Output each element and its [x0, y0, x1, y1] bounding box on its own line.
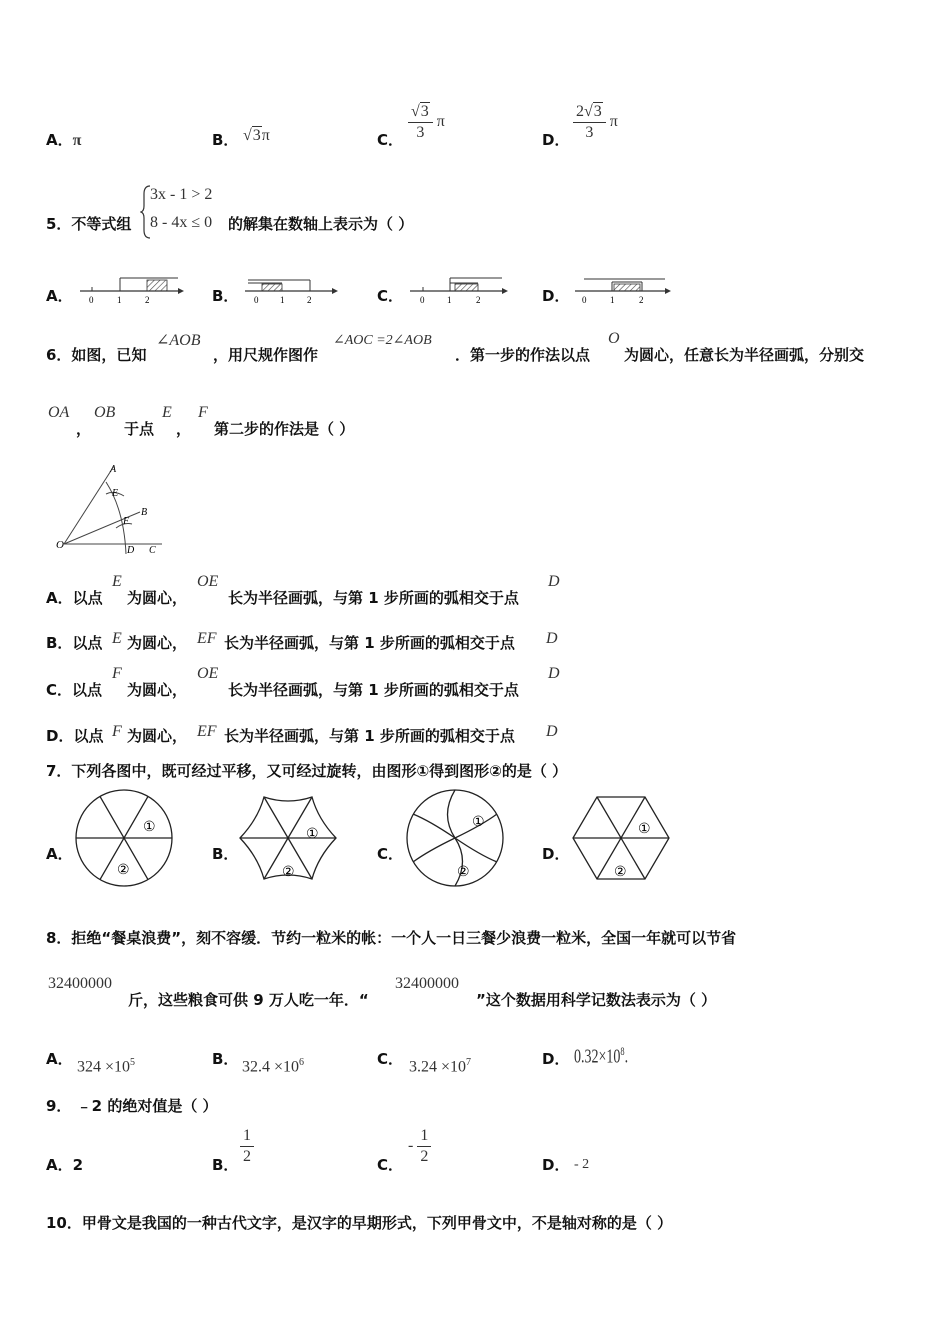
q7-figures	[0, 785, 950, 895]
q6-b-mid: 为圆心，	[127, 634, 188, 652]
q5-c-tick-2: 2	[476, 295, 481, 305]
q5-suffix: 的解集在数轴上表示为（ ）	[228, 215, 414, 233]
q7-figure-c	[407, 790, 503, 886]
q6-figure	[44, 460, 169, 558]
q6-b-seg: EF	[197, 630, 217, 647]
q6-a-label: A．以点	[46, 589, 103, 607]
q6-fig-label-a: A	[110, 464, 117, 475]
q8-option-c-value: $3.24 \times 10^7$	[409, 1057, 472, 1076]
q4-option-d-value: $\frac{2√3}{3}$ π	[573, 104, 618, 141]
q5-option-d-label[interactable]: D．	[542, 287, 570, 305]
q7-c-mark-2: ②	[457, 865, 470, 880]
q8-number: 32400000	[48, 975, 112, 992]
q6-d-seg: EF	[197, 723, 217, 740]
q6-d-label: D．以点	[46, 727, 104, 745]
q5-a-tick-0: 0	[89, 295, 94, 305]
q9-option-d-value: - 2	[574, 1157, 590, 1172]
q7-option-c-label[interactable]: C．	[377, 845, 404, 863]
q6-point-f: F	[198, 404, 208, 421]
q7-option-a-label[interactable]: A．	[46, 845, 73, 863]
q8-number-quoted: 32400000	[395, 975, 459, 992]
q6-fig-label-b: B	[141, 507, 148, 518]
q6-d-end: D	[546, 723, 558, 740]
q6-ray-oa: OA	[48, 404, 70, 421]
q5-inequality-1: 3x - 1 > 2	[150, 186, 213, 203]
q5-a-tick-1: 1	[117, 295, 122, 305]
q6-fig-label-c: C	[149, 545, 156, 556]
q6-fig-label-o: O	[56, 539, 64, 551]
q7-d-mark-2: ②	[614, 865, 627, 880]
q6-point-o: O	[608, 330, 620, 347]
q6-b-tail: 长为半径画弧，与第 1 步所画的弧相交于点	[224, 634, 515, 652]
q6-comma-1: ，	[76, 420, 92, 438]
q5-numberline-a	[80, 278, 184, 305]
q5-d-tick-2: 2	[639, 295, 644, 305]
q4-option-d-label[interactable]: D．	[542, 131, 570, 149]
q9-option-a[interactable]: A．2	[46, 1156, 84, 1174]
q7-d-mark-1: ①	[638, 822, 651, 837]
q5-inequality-2: 8 - 4x ≤ 0	[150, 214, 213, 231]
q7-stem: 7．下列各图中，既可经过平移，又可经过旋转，由图形①得到图形②的是（ ）	[46, 762, 568, 780]
q6-equation: ∠AOC =2∠AOB	[333, 333, 432, 348]
q4-option-b-label[interactable]: B．	[212, 131, 239, 149]
q6-b-end: D	[546, 630, 558, 647]
q6-b-label: B．以点	[46, 634, 103, 652]
q8-option-d-label[interactable]: D．	[542, 1050, 570, 1068]
q6-text-5: 于点	[124, 420, 155, 438]
q6-fig-label-f: F	[123, 516, 130, 527]
q8-option-b-label[interactable]: B．	[212, 1050, 239, 1068]
q5-a-tick-2: 2	[145, 295, 150, 305]
q5-b-tick-0: 0	[254, 295, 259, 305]
q6-c-seg: OE	[197, 665, 219, 682]
q8-line-1: 8．拒绝“餐桌浪费”，刻不容缓．节约一粒米的帐：一个人一日三餐少浪费一粒米，全国一年就可以节省	[46, 929, 737, 947]
q5-c-tick-1: 1	[447, 295, 452, 305]
q6-point-e: E	[162, 404, 172, 421]
q6-text-3: ．第一步的作法以点	[455, 346, 591, 364]
q6-text-4: 为圆心，任意长为半径画弧，分别交	[624, 346, 865, 364]
q6-text-1: 6．如图，已知	[46, 346, 147, 364]
q6-c-mid: 为圆心，	[127, 681, 188, 699]
q6-d-tail: 长为半径画弧，与第 1 步所画的弧相交于点	[224, 727, 515, 745]
q6-a-mid: 为圆心，	[127, 589, 188, 607]
q5-b-tick-1: 1	[280, 295, 285, 305]
q5-numberline-b	[245, 280, 338, 305]
q5-b-tick-2: 2	[307, 295, 312, 305]
q7-option-d-label[interactable]: D．	[542, 845, 570, 863]
q6-a-end: D	[548, 573, 560, 590]
q8-line-2a: 斤，这些粮食可供 9 万人吃一年．“	[128, 991, 369, 1009]
q5-prefix: 5．不等式组	[46, 215, 132, 233]
q7-b-mark-2: ②	[282, 865, 295, 880]
q6-c-tail: 长为半径画弧，与第 1 步所画的弧相交于点	[228, 681, 519, 699]
q6-c-point: F	[112, 665, 122, 682]
q5-option-a-label[interactable]: A．	[46, 287, 73, 305]
q8-option-d-value: $0.32\times 10^8$.	[574, 1044, 629, 1068]
q5-c-tick-0: 0	[420, 295, 425, 305]
q6-a-tail: 长为半径画弧，与第 1 步所画的弧相交于点	[228, 589, 519, 607]
q9-option-c-label[interactable]: C．	[377, 1156, 404, 1174]
q6-text-2: ，用尺规作图作	[213, 346, 319, 364]
q7-c-mark-1: ①	[472, 815, 485, 830]
q6-a-seg: OE	[197, 573, 219, 590]
q10-stem: 10．甲骨文是我国的一种古代文字，是汉字的早期形式，下列甲骨文中，不是轴对称的是（ ）	[46, 1214, 673, 1232]
q5-option-c-label[interactable]: C．	[377, 287, 404, 305]
q6-fig-label-e: E	[112, 488, 119, 499]
q7-a-mark-1: ①	[143, 820, 156, 835]
q7-a-mark-2: ②	[117, 863, 130, 878]
q6-b-point: E	[112, 630, 122, 647]
q9-stem: 9． ﹣2 的绝对值是（ ）	[46, 1097, 218, 1115]
q6-d-mid: 为圆心，	[127, 727, 188, 745]
q5-d-tick-0: 0	[582, 295, 587, 305]
q6-fig-label-d: D	[127, 545, 135, 556]
q5-number-lines	[0, 270, 950, 310]
q5-numberline-d	[575, 279, 671, 305]
q6-a-point: E	[112, 573, 122, 590]
q9-option-b-label[interactable]: B．	[212, 1156, 239, 1174]
q4-option-c-value: $\frac{√3}{3}$ π	[408, 104, 445, 141]
q7-option-b-label[interactable]: B．	[212, 845, 239, 863]
q5-option-b-label[interactable]: B．	[212, 287, 239, 305]
q6-comma-2: ，	[176, 420, 192, 438]
q8-option-b-value: $32.4 \times 10^6$	[242, 1057, 305, 1076]
q4-option-b-value: √3π	[243, 127, 270, 144]
q6-angle-aob: ∠AOB	[156, 332, 201, 349]
q6-d-point: F	[112, 723, 122, 740]
q9-option-c-value: - $\frac{1}{2}$	[408, 1128, 431, 1165]
q9-option-d-label[interactable]: D．	[542, 1156, 570, 1174]
q4-option-c-label[interactable]: C．	[377, 131, 404, 149]
q8-option-c-label[interactable]: C．	[377, 1050, 404, 1068]
q6-c-end: D	[548, 665, 560, 682]
q8-option-a-value: $324 \times 10^5$	[77, 1057, 136, 1076]
q8-line-2b: ”这个数据用科学记数法表示为（ ）	[476, 991, 717, 1009]
q6-text-6: 第二步的作法是（ ）	[214, 420, 355, 438]
q5-d-tick-1: 1	[610, 295, 615, 305]
q4-option-a[interactable]: A．π	[46, 131, 82, 149]
q5-numberline-c	[410, 278, 508, 305]
q9-option-b-value: $\frac{1}{2}$	[240, 1128, 254, 1165]
q7-b-mark-1: ①	[306, 827, 319, 842]
q6-ray-ob: OB	[94, 404, 116, 421]
q6-c-label: C．以点	[46, 681, 103, 699]
q8-option-a-label[interactable]: A．	[46, 1050, 73, 1068]
